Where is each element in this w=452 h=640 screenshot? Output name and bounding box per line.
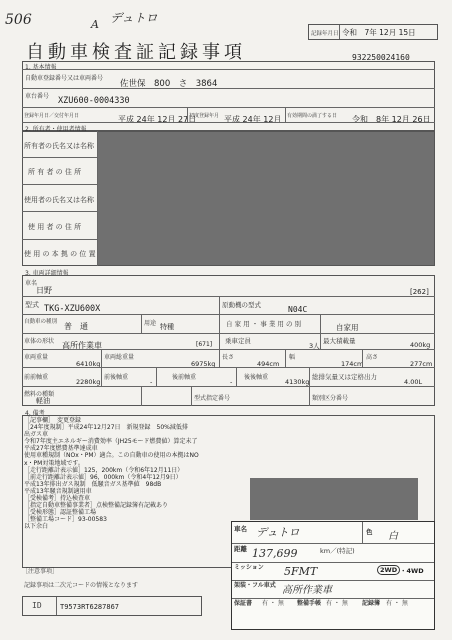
vin-label: 車台番号: [25, 93, 50, 100]
sticker-record: 有 ・ 無: [386, 600, 408, 607]
remark-line: ［走行距離計表示値］125，200km（令和6年12月11日）: [24, 466, 184, 474]
sticker-name: デュトロ: [256, 526, 300, 539]
max-load: 400kg: [410, 341, 431, 349]
fuel-label: 燃料の種類: [24, 391, 55, 398]
remark-line: 平成27年度燃費基準達成車: [24, 445, 98, 453]
gross-weight: 6975kg: [191, 360, 216, 368]
remark-line: 使用車種規制（NOx・PM）適合。この自動車の使用の本拠はNO: [24, 452, 199, 460]
engine: N04C: [288, 305, 308, 314]
sticker-distance-unit: km／(特記): [320, 547, 355, 555]
section-vehicle-title: 3. 車両詳細情報: [25, 270, 69, 277]
front-front-axle-label: 前前軸重: [24, 374, 49, 381]
id-label: ID: [32, 601, 42, 610]
record-date-label: 記録年月日: [311, 31, 339, 37]
sticker-distance: 137,699: [252, 547, 298, 560]
remark-line: ［記事欄］ 変更登録: [24, 417, 82, 424]
reg-date: 平成 24年 12月 27日: [118, 115, 197, 124]
remark-line: ［受検形態］認証整備工場: [24, 509, 97, 517]
expiry-label: 有効期間の満了する日: [287, 113, 338, 119]
rear-rear-axle: 4130kg: [285, 378, 310, 386]
model: TKG-XZU600X: [44, 304, 101, 314]
sticker-transmission-label: ミッション: [234, 564, 264, 571]
sticker-distance-label: 距離: [234, 545, 247, 553]
first-reg-label: 初度登録年月: [189, 113, 220, 119]
rear-rear-axle-label: 後後軸重: [244, 374, 269, 381]
section-remarks-title: 4. 備考: [25, 410, 45, 417]
sticker-color: 白: [388, 531, 398, 542]
handwritten-letter: A: [91, 18, 99, 31]
weight-label: 車両重量: [24, 354, 49, 361]
section-owner-title: 2. 所有者・使用者情報: [25, 126, 87, 133]
max-load-label: 最大積載量: [323, 337, 356, 345]
capacity: 3人: [309, 342, 320, 350]
remark-line: 出ガス車: [24, 431, 49, 439]
sticker-manual-label: 整備手帳: [297, 600, 322, 607]
body-shape: 高所作業車: [62, 341, 102, 350]
owner-info-redaction: [98, 132, 434, 265]
record-date: 令和 7年 12月 15日: [342, 28, 416, 37]
maker-code: [262]: [410, 288, 429, 296]
displacement-label: 総排気量又は定格出力: [312, 373, 377, 381]
sticker-drive-selected: 2WD: [377, 565, 400, 575]
sticker-manual: 有 ・ 無: [326, 600, 348, 607]
width-label: 幅: [289, 354, 296, 361]
base-location-label: 使 用 の 本 拠 の 位 置: [24, 250, 96, 258]
remark-line: 平成13年排出ガス規制 低騒音ガス基準値 98dB: [24, 480, 162, 488]
body-label: 車体の形状: [24, 338, 55, 345]
user-name-label: 使用者の氏名又は名称: [24, 196, 94, 204]
model-label: 型式: [25, 301, 39, 309]
section-basic-title: 1. 基本情報: [25, 64, 57, 71]
corner-number: 506: [5, 12, 32, 28]
doc-number: 932250024160: [352, 53, 410, 62]
gross-weight-label: 車両総重量: [104, 354, 135, 361]
plate-number: 佐世保 800 さ 3864: [120, 79, 218, 89]
use-label: 用途: [144, 320, 157, 327]
handwritten-model-note: デュトロ: [110, 11, 158, 25]
category-number-label: 類別区分番号: [312, 395, 349, 402]
front-front-axle: 2280kg: [76, 378, 101, 386]
sticker-name-label: 車名: [234, 525, 247, 533]
sticker-warranty-label: 保証書: [234, 600, 253, 607]
front-rear-axle: -: [150, 378, 153, 386]
sticker-record-label: 記録簿: [362, 600, 381, 607]
front-rear-axle-label: 前後軸重: [104, 374, 129, 381]
expiry-date: 令和 8年 12月 26日: [352, 115, 431, 124]
vehicle-weight: 6410kg: [76, 360, 101, 368]
first-reg-date: 平成 24年 12月: [224, 115, 282, 124]
remark-line: ［前走行距離計表示値］96，000km（令和4年12月9日）: [24, 473, 182, 481]
maker-label: 車名: [25, 280, 38, 287]
remark-line: 以下余白: [24, 523, 49, 531]
owner-address-label: 所 有 者 の 住 所: [28, 168, 82, 176]
remark-line: ［指定自動車整備事業者］点検整備記録簿有記載あり: [24, 502, 169, 510]
maker: 日野: [36, 286, 52, 295]
vehicle-width: 174cm: [341, 360, 364, 368]
remarks-list: [24, 417, 264, 531]
sticker-body: 高所作業車: [282, 585, 332, 596]
purpose-label: 自 家 用 ・ 事 業 用 の 別: [226, 320, 302, 328]
length-label: 長さ: [222, 354, 235, 361]
plate-label: 自動車登録番号又は車両番号: [25, 75, 104, 82]
remark-line: ［24年度規制］平成24年12月27日 新規登録 50%減低排: [24, 424, 188, 432]
kind-label: 自動車の種別: [24, 319, 58, 325]
vehicle-use: 特種: [160, 323, 174, 331]
rear-front-axle-label: 後前軸重: [172, 374, 197, 381]
sticker-warranty: 有 ・ 無: [262, 600, 284, 607]
remark-line: ［整備工場コード］93-00583: [24, 516, 107, 524]
owner-name-label: 所有者の氏名又は名称: [24, 142, 94, 150]
height-label: 高さ: [366, 354, 379, 361]
vehicle-kind: 普 通: [64, 322, 88, 331]
notes-text: 記録事項は二次元コードの情報となります: [24, 582, 139, 589]
displacement: 4.00L: [404, 378, 423, 386]
reg-date-label: 登録年月日／交付年月日: [24, 113, 80, 119]
sticker-drive-alt: ・4WD: [400, 567, 424, 575]
vehicle-length: 494cm: [257, 360, 280, 368]
spec-number-label: 型式指定番号: [194, 395, 231, 402]
engine-label: 原動機の型式: [222, 301, 261, 309]
vehicle-purpose: 自家用: [336, 323, 359, 332]
id-number: T9573RT6287867: [60, 603, 120, 611]
user-address-label: 使 用 者 の 住 所: [28, 223, 82, 231]
capacity-label: 乗車定員: [225, 337, 251, 345]
notes-title: ［注意事項］: [22, 568, 59, 575]
rear-front-axle: -: [230, 378, 233, 386]
page-title: 自動車検査証記録事項: [26, 42, 246, 63]
sticker-transmission: 5FMT: [284, 565, 318, 578]
remark-line: ［受検備考］持込検査車: [24, 495, 91, 503]
remark-line: x・PM対策地域です。: [24, 459, 84, 467]
sticker-color-label: 色: [366, 528, 373, 536]
fuel-type: 軽油: [36, 397, 50, 405]
vehicle-height: 277cm: [410, 360, 433, 368]
remark-line: 令和7年度主エネルギー消費効率（JH25モード燃費値）算定未了: [24, 438, 198, 446]
barcode-redaction: [250, 478, 418, 520]
sticker-body-label: 架装・フル車式: [234, 582, 276, 589]
remark-line: 平成13年騒音規制適用車: [24, 487, 92, 495]
body-code: [671]: [196, 341, 213, 348]
vin: XZU600-0004330: [58, 96, 130, 106]
